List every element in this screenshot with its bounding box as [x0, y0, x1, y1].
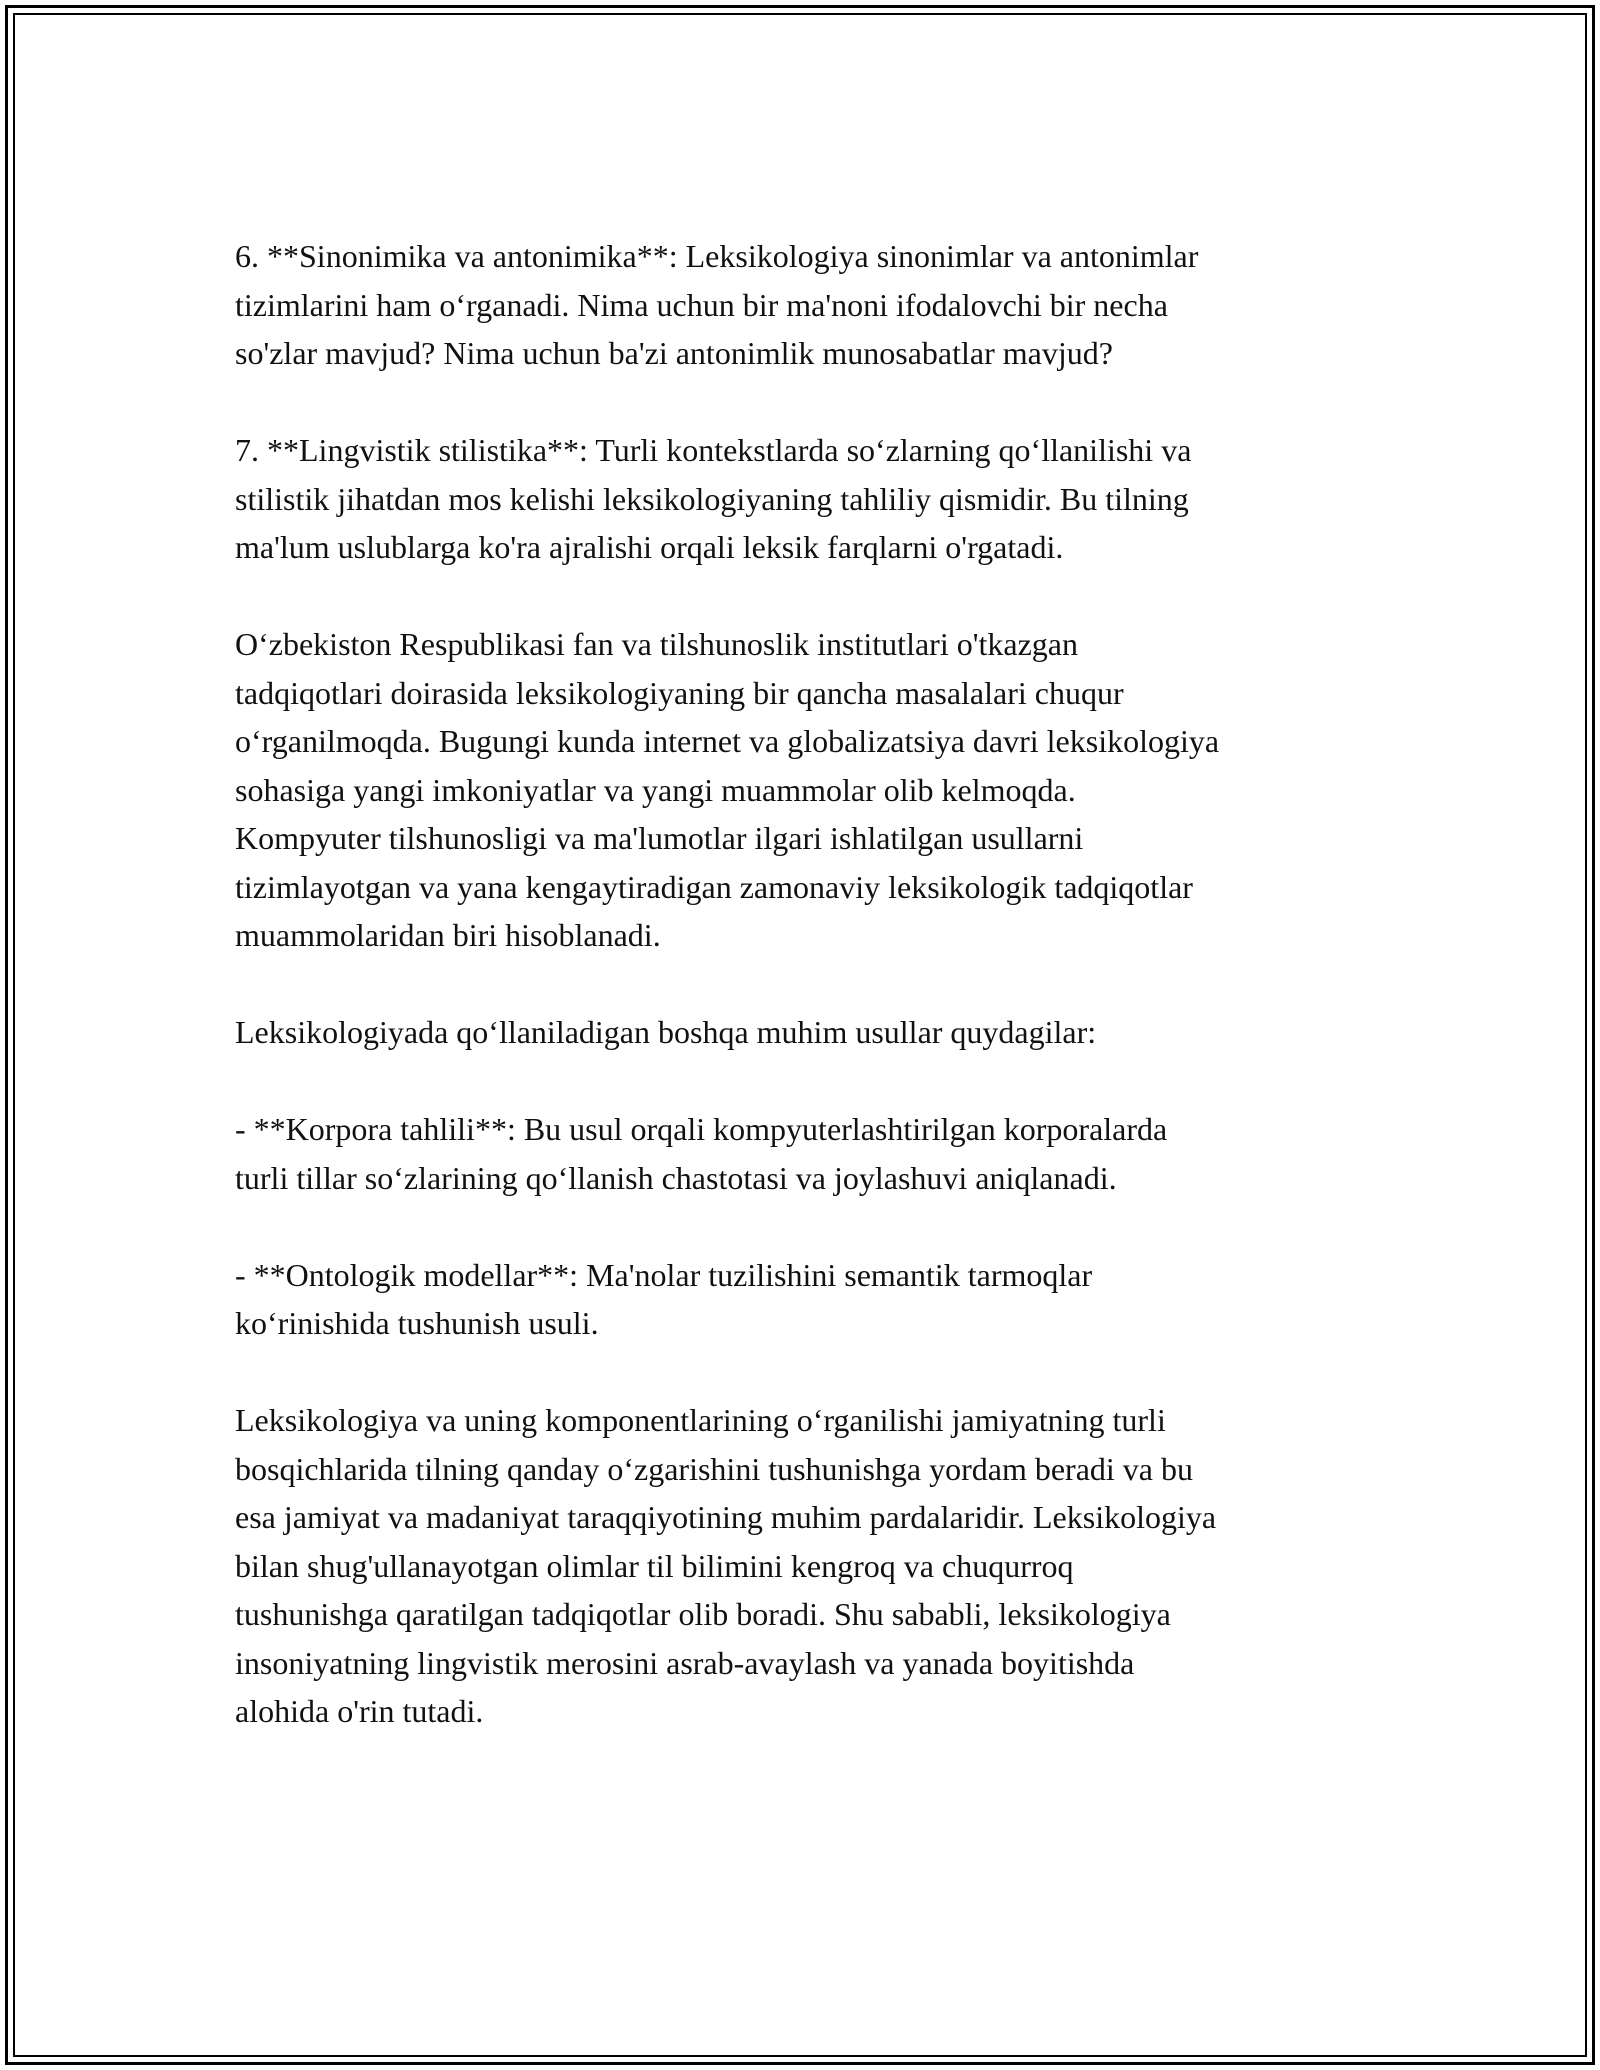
text-line: ma'lum uslublarga ko'ra ajralishi orqali leksik farqlarni o'rgatadi.	[235, 529, 1064, 565]
text-line: so'zlar mavjud? Nima uchun ba'zi antonimlik munosabatlar mavjud?	[235, 335, 1113, 371]
paragraph-korpora-tahlili	[235, 1105, 1375, 1202]
document-body	[235, 232, 1375, 1736]
text-line: 6. **Sinonimika va antonimika**: Leksikologiya sinonimlar va antonimlar	[235, 238, 1199, 274]
paragraph-methods-intro	[235, 1008, 1375, 1057]
paragraph-ontologik-modellar	[235, 1251, 1375, 1348]
text-line: Leksikologiya va uning komponentlarining oʻrganilishi jamiyatning turli	[235, 1402, 1166, 1438]
text-line: koʻrinishida tushunish usuli.	[235, 1305, 599, 1341]
text-line: 7. **Lingvistik stilistika**: Turli kontekstlarda soʻzlarning qoʻllanilishi va	[235, 432, 1192, 468]
text-line: sohasiga yangi imkoniyatlar va yangi muammolar olib kelmoqda.	[235, 771, 1076, 808]
text-line: Leksikologiyada qoʻllaniladigan boshqa muhim usullar quydagilar:	[235, 1014, 1097, 1050]
text-line: insoniyatning lingvistik merosini asrab-avaylash va yanada boyitishda	[235, 1644, 1135, 1681]
paragraph-sinonimika	[235, 232, 1375, 378]
text-line: tizimlayotgan va yana kengaytiradigan zamonaviy leksikologik tadqiqotlar	[235, 868, 1193, 905]
text-line: esa jamiyat va madaniyat taraqqiyotining muhim pardalaridir. Leksikologiya	[235, 1499, 1217, 1535]
text-line: turli tillar soʻzlarining qoʻllanish chastotasi va joylashuvi aniqlanadi.	[235, 1159, 1117, 1196]
text-line: oʻrganilmoqda. Bugungi kunda internet va globalizatsiya davri leksikologiya	[235, 723, 1220, 759]
text-line: alohida o'rin tutadi.	[235, 1693, 484, 1729]
text-line: - **Korpora tahlili**: Bu usul orqali kompyuterlashtirilgan korporalarda	[235, 1111, 1168, 1147]
text-line: muammolaridan biri hisoblanadi.	[235, 917, 661, 953]
text-line: tadqiqotlari doirasida leksikologiyaning bir qancha masalalari chuqur	[235, 674, 1124, 711]
text-line: tushunishga qaratilgan tadqiqotlar olib boradi. Shu sababli, leksikologiya	[235, 1596, 1171, 1632]
paragraph-research	[235, 620, 1375, 960]
paragraph-lingvistik-stilistika	[235, 426, 1375, 572]
text-line: bilan shug'ullanayotgan olimlar til bilimini kengroq va chuqurroq	[235, 1547, 1074, 1584]
text-line: Oʻzbekiston Respublikasi fan va tilshunoslik institutlari o'tkazgan	[235, 626, 1078, 662]
text-line: stilistik jihatdan mos kelishi leksikologiyaning tahliliy qismidir. Bu tilning	[235, 480, 1189, 517]
paragraph-conclusion	[235, 1396, 1375, 1736]
text-line: tizimlarini ham oʻrganadi. Nima uchun bir ma'noni ifodalovchi bir necha	[235, 286, 1168, 323]
text-line: - **Ontologik modellar**: Ma'nolar tuzilishini semantik tarmoqlar	[235, 1256, 1093, 1293]
text-line: bosqichlarida tilning qanday oʻzgarishini tushunishga yordam beradi va bu	[235, 1450, 1193, 1487]
text-line: Kompyuter tilshunosligi va ma'lumotlar ilgari ishlatilgan usullarni	[235, 820, 1084, 856]
